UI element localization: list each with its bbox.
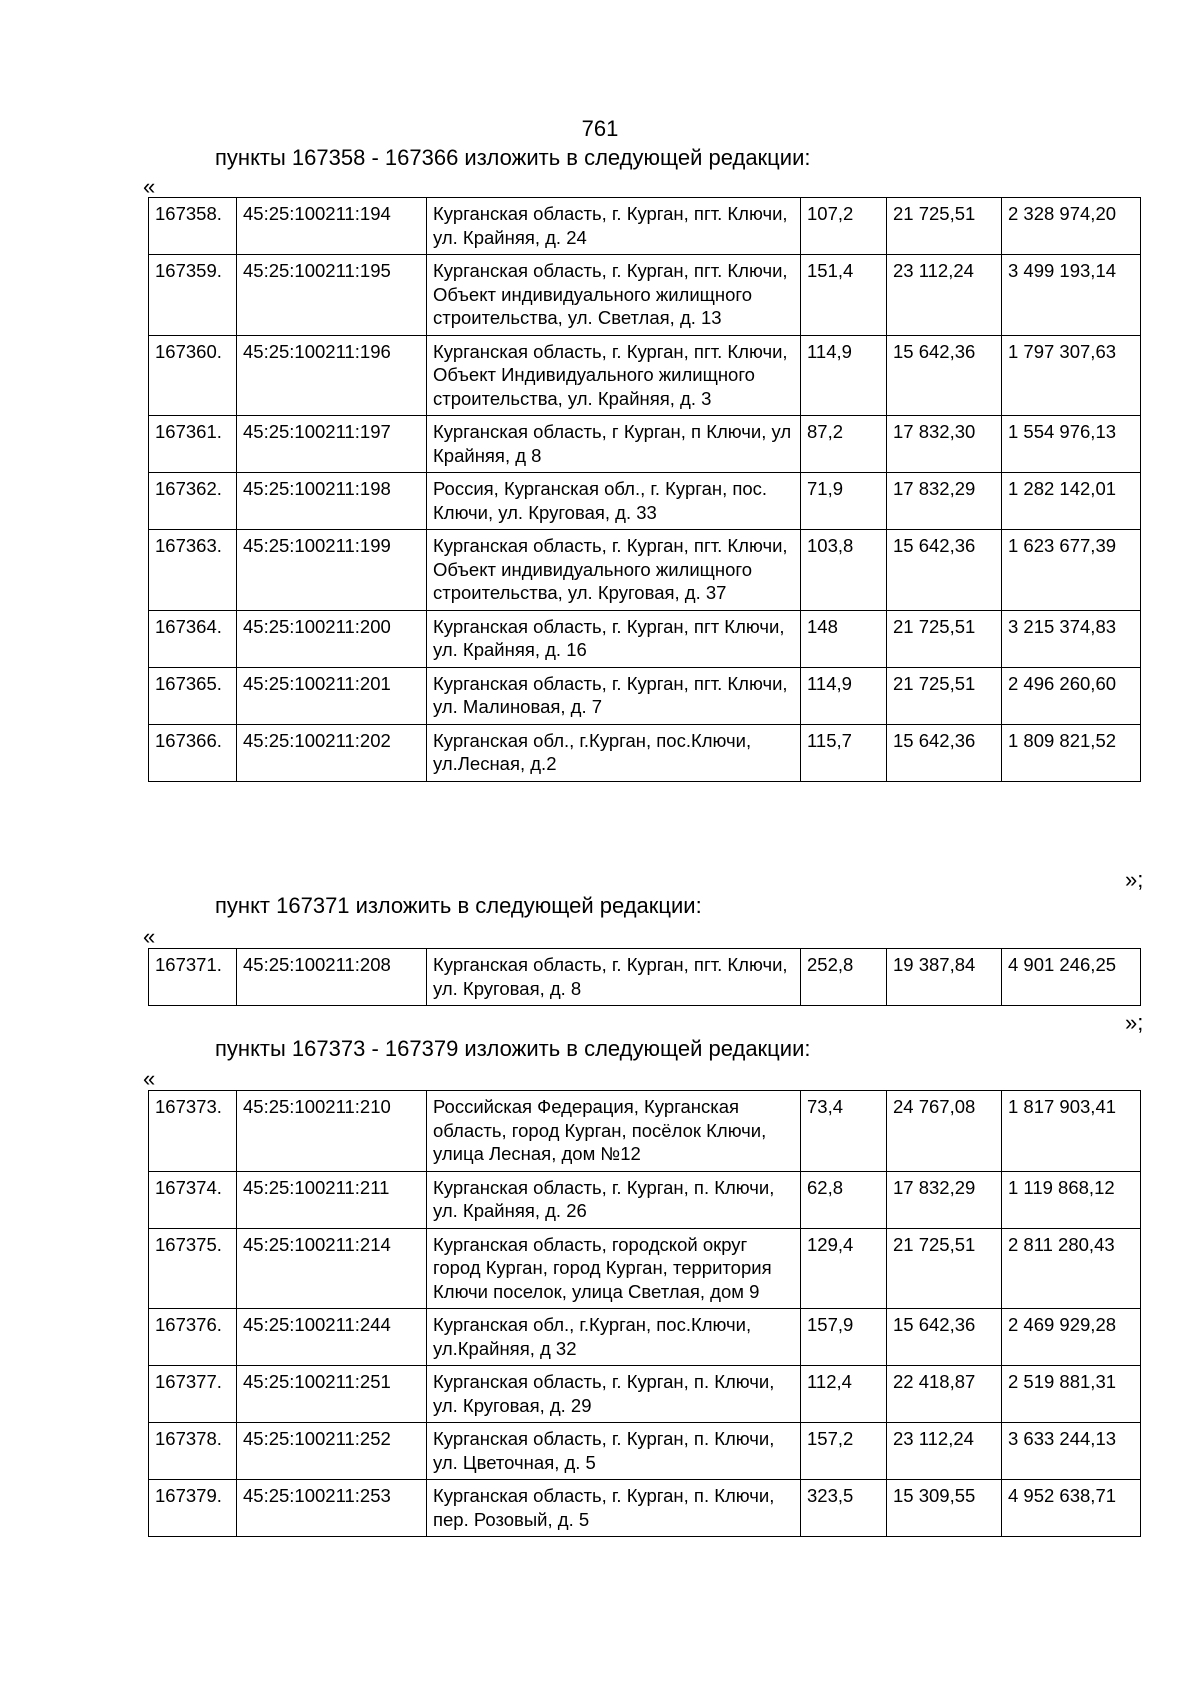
table-row [149,1171,1141,1228]
address: Российская Федерация, Курганская область, город Курган, посёлок Ключи, улица Лесная, дом №12 [427,1091,801,1172]
cadastral-number: 45:25:100211:197 [237,416,427,473]
cadastral-number: 45:25:100211:196 [237,335,427,416]
section-heading: пункт 167371 изложить в следующей редакции: [215,893,702,918]
cadastral-number: 45:25:100211:211 [237,1171,427,1228]
cadastral-value: 1 809 821,52 [1002,724,1141,781]
unit-value: 21 725,51 [887,610,1002,667]
open-quote: « [143,1066,156,1091]
cadastral-value: 4 952 638,71 [1002,1480,1141,1537]
item-number: 167375. [149,1228,237,1309]
unit-value: 23 112,24 [887,255,1002,336]
cadastral-number: 45:25:100211:214 [237,1228,427,1309]
cadastral-value: 1 623 677,39 [1002,530,1141,611]
cadastral-value: 3 215 374,83 [1002,610,1141,667]
cadastral-value: 2 811 280,43 [1002,1228,1141,1309]
item-number: 167371. [149,949,237,1006]
area: 252,8 [801,949,887,1006]
area: 157,9 [801,1309,887,1366]
cadastral-value: 2 469 929,28 [1002,1309,1141,1366]
cadastral-number: 45:25:100211:195 [237,255,427,336]
table-row [149,724,1141,781]
unit-value: 24 767,08 [887,1091,1002,1172]
unit-value: 22 418,87 [887,1366,1002,1423]
table-row [149,1366,1141,1423]
section-heading: пункты 167373 - 167379 изложить в следующей редакции: [215,1036,811,1061]
cadastral-value: 4 901 246,25 [1002,949,1141,1006]
item-number: 167365. [149,667,237,724]
cadastral-value: 1 817 903,41 [1002,1091,1141,1172]
table-row [149,610,1141,667]
address: Курганская область, г. Курган, пгт. Ключи, Объект индивидуального жилищного строительства, ул. Круговая, д. 37 [427,530,801,611]
unit-value: 15 642,36 [887,530,1002,611]
address: Курганская область, г. Курган, п. Ключи, ул. Крайняя, д. 26 [427,1171,801,1228]
item-number: 167363. [149,530,237,611]
table-row [149,1228,1141,1309]
item-number: 167362. [149,473,237,530]
table-row [149,1423,1141,1480]
cadastral-value: 1 282 142,01 [1002,473,1141,530]
cadastral-number: 45:25:100211:199 [237,530,427,611]
cadastral-number: 45:25:100211:252 [237,1423,427,1480]
table-row [149,1309,1141,1366]
item-number: 167377. [149,1366,237,1423]
unit-value: 17 832,29 [887,473,1002,530]
unit-value: 23 112,24 [887,1423,1002,1480]
cadastral-number: 45:25:100211:210 [237,1091,427,1172]
table-row [149,416,1141,473]
unit-value: 15 642,36 [887,1309,1002,1366]
area: 115,7 [801,724,887,781]
cadastral-number: 45:25:100211:244 [237,1309,427,1366]
table-row [149,198,1141,255]
cadastral-value: 2 328 974,20 [1002,198,1141,255]
table-row [149,667,1141,724]
item-number: 167373. [149,1091,237,1172]
area: 114,9 [801,335,887,416]
unit-value: 19 387,84 [887,949,1002,1006]
area: 148 [801,610,887,667]
item-number: 167359. [149,255,237,336]
unit-value: 15 309,55 [887,1480,1002,1537]
cadastral-number: 45:25:100211:200 [237,610,427,667]
cadastral-value: 1 119 868,12 [1002,1171,1141,1228]
item-number: 167376. [149,1309,237,1366]
address: Курганская область, г. Курган, пгт. Ключи, Объект Индивидуального жилищного строительства, ул. Крайняя, д. 3 [427,335,801,416]
area: 103,8 [801,530,887,611]
cadastral-value: 1 554 976,13 [1002,416,1141,473]
area: 112,4 [801,1366,887,1423]
area: 62,8 [801,1171,887,1228]
area: 107,2 [801,198,887,255]
address: Курганская область, г. Курган, пгт. Ключи, ул. Крайняя, д. 24 [427,198,801,255]
address: Курганская область, городской округ город Курган, город Курган, территория Ключи поселок, улица Светлая, дом 9 [427,1228,801,1309]
address: Курганская область, г. Курган, пгт. Ключи, ул. Малиновая, д. 7 [427,667,801,724]
address: Курганская область, г Курган, п Ключи, ул Крайняя, д 8 [427,416,801,473]
cadastral-number: 45:25:100211:253 [237,1480,427,1537]
item-number: 167366. [149,724,237,781]
address: Курганская область, г. Курган, п. Ключи, ул. Цветочная, д. 5 [427,1423,801,1480]
area: 71,9 [801,473,887,530]
table-row [149,335,1141,416]
table-row [149,473,1141,530]
address: Курганская область, г. Курган, пгт. Ключи, ул. Круговая, д. 8 [427,949,801,1006]
area: 151,4 [801,255,887,336]
cadastral-number: 45:25:100211:201 [237,667,427,724]
cadastral-value: 3 633 244,13 [1002,1423,1141,1480]
close-quote: »; [1125,1010,1144,1035]
address: Курганская область, г. Курган, п. Ключи, пер. Розовый, д. 5 [427,1480,801,1537]
address: Курганская область, г. Курган, п. Ключи, ул. Круговая, д. 29 [427,1366,801,1423]
address: Россия, Курганская обл., г. Курган, пос. Ключи, ул. Круговая, д. 33 [427,473,801,530]
cadastral-value: 1 797 307,63 [1002,335,1141,416]
unit-value: 15 642,36 [887,724,1002,781]
area: 157,2 [801,1423,887,1480]
open-quote: « [143,924,156,949]
data-table [148,197,1141,782]
item-number: 167374. [149,1171,237,1228]
item-number: 167360. [149,335,237,416]
cadastral-value: 2 496 260,60 [1002,667,1141,724]
cadastral-number: 45:25:100211:208 [237,949,427,1006]
address: Курганская обл., г.Курган, пос.Ключи, ул.Крайняя, д 32 [427,1309,801,1366]
item-number: 167361. [149,416,237,473]
area: 129,4 [801,1228,887,1309]
data-table [148,948,1141,1006]
cadastral-number: 45:25:100211:198 [237,473,427,530]
unit-value: 21 725,51 [887,667,1002,724]
address: Курганская область, г. Курган, пгт. Ключи, Объект индивидуального жилищного строительства, ул. Светлая, д. 13 [427,255,801,336]
address: Курганская обл., г.Курган, пос.Ключи, ул.Лесная, д.2 [427,724,801,781]
data-table [148,1090,1141,1537]
section-heading: пункты 167358 - 167366 изложить в следующей редакции: [215,145,811,170]
area: 87,2 [801,416,887,473]
address: Курганская область, г. Курган, пгт Ключи, ул. Крайняя, д. 16 [427,610,801,667]
page-number: 761 [581,116,619,141]
item-number: 167364. [149,610,237,667]
unit-value: 21 725,51 [887,198,1002,255]
unit-value: 21 725,51 [887,1228,1002,1309]
unit-value: 15 642,36 [887,335,1002,416]
table-row [149,530,1141,611]
cadastral-value: 3 499 193,14 [1002,255,1141,336]
area: 73,4 [801,1091,887,1172]
close-quote: »; [1125,867,1144,892]
open-quote: « [143,174,156,199]
cadastral-number: 45:25:100211:194 [237,198,427,255]
item-number: 167379. [149,1480,237,1537]
table-row [149,255,1141,336]
unit-value: 17 832,30 [887,416,1002,473]
item-number: 167358. [149,198,237,255]
item-number: 167378. [149,1423,237,1480]
table-row [149,1091,1141,1172]
cadastral-number: 45:25:100211:251 [237,1366,427,1423]
table-row [149,1480,1141,1537]
cadastral-number: 45:25:100211:202 [237,724,427,781]
cadastral-value: 2 519 881,31 [1002,1366,1141,1423]
table-row [149,949,1141,1006]
area: 323,5 [801,1480,887,1537]
area: 114,9 [801,667,887,724]
unit-value: 17 832,29 [887,1171,1002,1228]
